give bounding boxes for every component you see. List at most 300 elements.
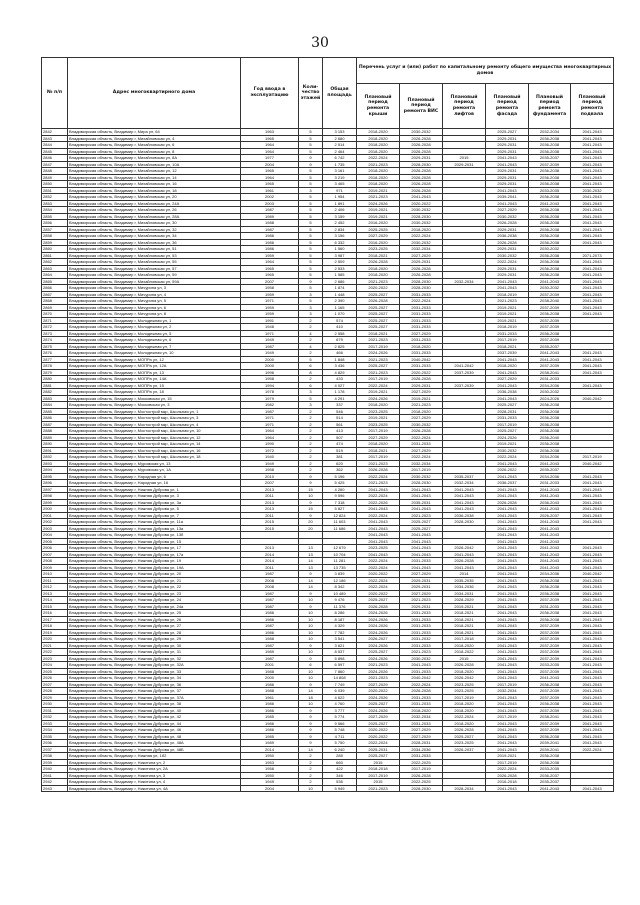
- roof-period-cell: 2022-2024: [357, 473, 400, 480]
- facade-period-cell: 2019-2021: [486, 311, 529, 318]
- basement-period-cell: 2022-2024: [571, 746, 614, 753]
- floors-cell: 5: [299, 395, 323, 402]
- total-area-cell: 679: [323, 337, 357, 344]
- facade-period-cell: 2041-2043: [486, 603, 529, 610]
- foundation-period-cell: 2034-2036: [529, 454, 571, 461]
- roof-period-cell: 2026-2027: [357, 636, 400, 643]
- total-area-cell: 8 187: [323, 616, 357, 623]
- foundation-period-cell: 2036-2038: [529, 447, 571, 454]
- basement-period-cell: 2041-2043: [571, 512, 614, 519]
- vis-period-cell: 2032-2034: [400, 714, 443, 721]
- foundation-period-cell: 2041-2043: [529, 525, 571, 532]
- year-built-cell: 1959: [241, 304, 299, 311]
- year-built-cell: 1958: [241, 467, 299, 474]
- roof-period-cell: 2022-2024: [357, 558, 400, 565]
- floors-cell: 3: [299, 304, 323, 311]
- row-number-cell: 2889: [42, 434, 68, 441]
- roof-period-cell: 2024-2026: [357, 200, 400, 207]
- vis-period-cell: 2031-2033: [400, 623, 443, 630]
- roof-period-cell: 2024-2026: [357, 642, 400, 649]
- total-area-cell: 4 760: [323, 701, 357, 708]
- foundation-period-cell: 2037-2039: [529, 291, 571, 298]
- basement-period-cell: 2041-2043: [571, 707, 614, 714]
- year-built-cell: 1986: [241, 246, 299, 253]
- vis-period-cell: 2031-2033: [400, 668, 443, 675]
- floors-cell: 9: [299, 161, 323, 168]
- address-cell: Владимирская область, Владимир г, Мостострой мкр, Школьная ул, 18: [68, 454, 241, 461]
- facade-period-cell: 2041-2043: [486, 584, 529, 591]
- vis-period-cell: 2031-2033: [400, 324, 443, 331]
- facade-period-cell: 2031-2033: [486, 330, 529, 337]
- basement-period-cell: 2041-2043: [571, 629, 614, 636]
- year-built-cell: 2000: [241, 356, 299, 363]
- total-area-cell: 12 679: [323, 545, 357, 552]
- facade-period-cell: 2022-2024: [486, 766, 529, 773]
- foundation-period-cell: 2033-2035: [529, 187, 571, 194]
- roof-period-cell: 2017-2019: [357, 428, 400, 435]
- roof-period-cell: 2018-2021: [357, 330, 400, 337]
- basement-period-cell: 2041-2043: [571, 655, 614, 662]
- roof-period-cell: 2027-2029: [357, 681, 400, 688]
- address-cell: Владимирская область, Владимир г, Нижняя Дуброва ул, 40: [68, 707, 241, 714]
- vis-period-cell: 2041-2043: [400, 493, 443, 500]
- address-cell: Владимирская область, Владимир г, Нижняя Дуброва ул, 48: [68, 733, 241, 740]
- facade-period-cell: 2025-2027: [486, 402, 529, 409]
- header-roof: Плановый период ремонта крыши: [357, 84, 400, 129]
- address-cell: Владимирская область, Владимир г, Михайловская ул, 28А: [68, 213, 241, 220]
- row-number-cell: 2907: [42, 551, 68, 558]
- roof-period-cell: 2026-2028: [357, 259, 400, 266]
- roof-period-cell: 2020-2022: [357, 590, 400, 597]
- total-area-cell: 11 686: [323, 525, 357, 532]
- address-cell: Владимирская область, Владимир г, Нижняя Дуброва ул, 17: [68, 545, 241, 552]
- row-number-cell: 2860: [42, 246, 68, 253]
- facade-period-cell: 2029-2031: [486, 168, 529, 175]
- floors-cell: 2: [299, 759, 323, 766]
- foundation-period-cell: 2036-2038: [529, 616, 571, 623]
- year-built-cell: 2010: [241, 473, 299, 480]
- row-number-cell: 2857: [42, 226, 68, 233]
- vis-period-cell: 2027-2029: [400, 733, 443, 740]
- lift-period-cell: 2018-2020: [443, 668, 486, 675]
- foundation-period-cell: 2037-2039: [529, 707, 571, 714]
- address-cell: Владимирская область, Владимир г, Михайловская ул, 24А: [68, 200, 241, 207]
- basement-period-cell: 2041-2043: [571, 649, 614, 656]
- roof-period-cell: 2022-2026: [357, 499, 400, 506]
- floors-cell: 10: [299, 675, 323, 682]
- basement-period-cell: 2041-2043: [571, 304, 614, 311]
- vis-period-cell: 2022-2025: [400, 759, 443, 766]
- vis-period-cell: 2022-2024: [400, 434, 443, 441]
- foundation-period-cell: 2030-2032: [529, 389, 571, 396]
- row-number-cell: 2904: [42, 532, 68, 539]
- floors-cell: 9: [299, 155, 323, 162]
- total-area-cell: 971: [323, 187, 357, 194]
- address-cell: Владимирская область, Владимир г, Нижняя Дуброва ул, 42: [68, 714, 241, 721]
- basement-period-cell: 2041-2043: [571, 545, 614, 552]
- row-number-cell: 2900: [42, 506, 68, 513]
- facade-period-cell: 2029-2031: [486, 148, 529, 155]
- floors-cell: 10: [299, 597, 323, 604]
- facade-period-cell: 2025-2027: [486, 129, 529, 136]
- basement-period-cell: 2041-2043: [571, 194, 614, 201]
- lift-period-cell: 2041-2043: [443, 551, 486, 558]
- floors-cell: 14: [299, 584, 323, 591]
- vis-period-cell: 2031-2033: [400, 291, 443, 298]
- row-number-cell: 2864: [42, 272, 68, 279]
- address-cell: Владимирская область, Владимир г, Народная ул, 6: [68, 473, 241, 480]
- year-built-cell: 2013: [241, 545, 299, 552]
- facade-period-cell: 2019-2021: [486, 441, 529, 448]
- roof-period-cell: 2026-2028: [357, 298, 400, 305]
- floors-cell: 5: [299, 356, 323, 363]
- foundation-period-cell: 2037-2039: [529, 363, 571, 370]
- row-number-cell: 2861: [42, 252, 68, 259]
- vis-period-cell: 2027-2029: [400, 571, 443, 578]
- vis-period-cell: 2026-2028: [400, 376, 443, 383]
- row-number-cell: 2877: [42, 356, 68, 363]
- floors-cell: 5: [299, 226, 323, 233]
- address-cell: Владимирская область, Владимир г, Михайловская ул, 34: [68, 233, 241, 240]
- total-area-cell: 10 489: [323, 590, 357, 597]
- year-built-cell: 1987: [241, 642, 299, 649]
- row-number-cell: 2876: [42, 350, 68, 357]
- address-cell: Владимирская область, Владимир г, Нижняя Дуброва ул, 13б: [68, 532, 241, 539]
- year-built-cell: 2004: [241, 161, 299, 168]
- basement-period-cell: 2041-2043: [571, 239, 614, 246]
- floors-cell: 9: [299, 720, 323, 727]
- total-area-cell: 381: [323, 454, 357, 461]
- floors-cell: 2: [299, 467, 323, 474]
- floors-cell: 10: [299, 785, 323, 792]
- total-area-cell: 12 824: [323, 512, 357, 519]
- vis-period-cell: 2025-2027: [400, 525, 443, 532]
- roof-period-cell: 2024-2026: [357, 694, 400, 701]
- year-built-cell: 1987: [241, 226, 299, 233]
- total-area-cell: 5 196: [323, 473, 357, 480]
- total-area-cell: 2 825: [323, 343, 357, 350]
- address-cell: Владимирская область, Владимир г, Нижняя Дуброва ул, 38: [68, 701, 241, 708]
- vis-period-cell: 2041-2043: [400, 194, 443, 201]
- roof-period-cell: 2021-2023: [357, 480, 400, 487]
- lift-period-cell: 2041-2043: [443, 506, 486, 513]
- floors-cell: 10: [299, 636, 323, 643]
- year-built-cell: 1949: [241, 350, 299, 357]
- roof-period-cell: 2041-2043: [357, 525, 400, 532]
- roof-period-cell: 2021-2023: [357, 194, 400, 201]
- address-cell: Владимирская область, Владимир г, Михайловская ул, 55: [68, 259, 241, 266]
- total-area-cell: 337: [323, 402, 357, 409]
- foundation-period-cell: 2037-2039: [529, 324, 571, 331]
- basement-period-cell: 2041-2043: [571, 558, 614, 565]
- vis-period-cell: 2031-2033: [400, 616, 443, 623]
- facade-period-cell: 2041-2043: [486, 571, 529, 578]
- year-built-cell: 1961: [241, 694, 299, 701]
- row-number-cell: 2901: [42, 512, 68, 519]
- total-area-cell: 3 777: [323, 707, 357, 714]
- table-header: [42, 58, 614, 129]
- row-number-cell: 2924: [42, 662, 68, 669]
- basement-period-cell: 2041-2043: [571, 265, 614, 272]
- address-cell: Владимирская область, Владимир г, Мостострой мкр, Школьная ул, 12: [68, 434, 241, 441]
- roof-period-cell: 2024-2026: [357, 655, 400, 662]
- lift-period-cell: 2018-2021: [443, 623, 486, 630]
- vis-period-cell: 2018-2020: [400, 707, 443, 714]
- facade-period-cell: 2016-2018: [486, 779, 529, 786]
- floors-cell: 2: [299, 454, 323, 461]
- vis-period-cell: 2031-2033: [400, 694, 443, 701]
- total-area-cell: 2 533: [323, 265, 357, 272]
- basement-period-cell: 2041-2043: [571, 142, 614, 149]
- roof-period-cell: 2021-2023: [357, 278, 400, 285]
- floors-cell: 20: [299, 525, 323, 532]
- row-number-cell: 2903: [42, 525, 68, 532]
- total-area-cell: 1 891: [323, 200, 357, 207]
- basement-period-cell: 2041-2043: [571, 473, 614, 480]
- address-cell: Владимирская область, Владимир г, Михайловская ул, 12: [68, 168, 241, 175]
- lift-period-cell: 2032-2034: [443, 480, 486, 487]
- address-cell: Владимирская область, Владимир г, Мостострой мкр, Школьная ул, 16: [68, 447, 241, 454]
- vis-period-cell: 2031-2033: [400, 363, 443, 370]
- floors-cell: 13: [299, 551, 323, 558]
- year-built-cell: 1972: [241, 447, 299, 454]
- facade-period-cell: 2019-2021: [486, 753, 529, 760]
- vis-period-cell: 2017-2019: [400, 766, 443, 773]
- year-built-cell: 1964: [241, 434, 299, 441]
- address-cell: Владимирская область, Владимир г, Михайловская ул, 8А: [68, 155, 241, 162]
- basement-period-cell: 2041-2043: [571, 369, 614, 376]
- facade-period-cell: 2026-2028: [486, 220, 529, 227]
- foundation-period-cell: 2034-2036: [529, 382, 571, 389]
- basement-period-cell: 2041-2043: [571, 200, 614, 207]
- vis-period-cell: 2022-2024: [400, 454, 443, 461]
- foundation-period-cell: 2036-2038: [529, 428, 571, 435]
- total-area-cell: 1 585: [323, 272, 357, 279]
- total-area-cell: 7 782: [323, 629, 357, 636]
- address-cell: Владимирская область, Владимир г, Нижняя Дуброва ул, 3: [68, 493, 241, 500]
- year-built-cell: 1949: [241, 337, 299, 344]
- foundation-period-cell: 2036-2038: [529, 590, 571, 597]
- year-built-cell: 1989: [241, 213, 299, 220]
- row-number-cell: 2941: [42, 772, 68, 779]
- facade-period-cell: 2029-2031: [486, 272, 529, 279]
- total-area-cell: 2 390: [323, 298, 357, 305]
- row-number-cell: 2856: [42, 220, 68, 227]
- year-built-cell: 1988: [241, 636, 299, 643]
- foundation-period-cell: 2041-2043: [529, 493, 571, 500]
- floors-cell: 10: [299, 493, 323, 500]
- floors-cell: 10: [299, 629, 323, 636]
- year-built-cell: 2015: [241, 525, 299, 532]
- year-built-cell: 1964: [241, 174, 299, 181]
- vis-period-cell: 2021-2023: [400, 649, 443, 656]
- row-number-cell: 2865: [42, 278, 68, 285]
- year-built-cell: 2014: [241, 746, 299, 753]
- facade-period-cell: 2041-2043: [486, 187, 529, 194]
- foundation-period-cell: 2041-2043: [529, 675, 571, 682]
- address-cell: Владимирская область, Владимир г, Никитина ул, 2А: [68, 766, 241, 773]
- roof-period-cell: 2025-2027: [357, 701, 400, 708]
- year-built-cell: 1988: [241, 688, 299, 695]
- foundation-period-cell: 2036-2038: [529, 174, 571, 181]
- address-cell: Владимирская область, Владимир г, Молодежная ул, 2: [68, 324, 241, 331]
- total-area-cell: 6 597: [323, 662, 357, 669]
- vis-period-cell: 2026-2028: [400, 428, 443, 435]
- row-number-cell: 2913: [42, 590, 68, 597]
- floors-cell: 9: [299, 681, 323, 688]
- lift-period-cell: 2026-2028: [443, 558, 486, 565]
- roof-period-cell: 2022-2024: [357, 740, 400, 747]
- year-built-cell: 1958: [241, 766, 299, 773]
- vis-period-cell: 2029-2031: [400, 603, 443, 610]
- year-built-cell: 1994: [241, 382, 299, 389]
- basement-period-cell: 2041-2043: [571, 662, 614, 669]
- floors-cell: 9: [299, 480, 323, 487]
- floors-cell: 8: [299, 369, 323, 376]
- year-built-cell: 1971: [241, 330, 299, 337]
- foundation-period-cell: 2036-2038: [529, 226, 571, 233]
- floors-cell: 13: [299, 545, 323, 552]
- address-cell: Владимирская область, Владимир г, Нижняя Дуброва ул, 48Б: [68, 746, 241, 753]
- foundation-period-cell: 2041-2043: [529, 486, 571, 493]
- row-number-cell: 2882: [42, 389, 68, 396]
- total-area-cell: 4 260: [323, 486, 357, 493]
- address-cell: Владимирская область, Владимир г, Нижняя Дуброва ул, 17а: [68, 551, 241, 558]
- year-built-cell: 1959: [241, 291, 299, 298]
- row-number-cell: 2867: [42, 291, 68, 298]
- floors-cell: 6: [299, 662, 323, 669]
- address-cell: Владимирская область, Владимир г, Михайловская ул, 26: [68, 207, 241, 214]
- foundation-period-cell: 2035-2037: [529, 467, 571, 474]
- facade-period-cell: 2030-2032: [486, 447, 529, 454]
- basement-period-cell: 2041-2043: [571, 668, 614, 675]
- facade-period-cell: 2041-2043: [486, 675, 529, 682]
- address-cell: Владимирская область, Владимир г, Мостострой мкр, Школьная ул, 14: [68, 441, 241, 448]
- roof-period-cell: 2021-2023: [357, 662, 400, 669]
- year-built-cell: 1987: [241, 597, 299, 604]
- facade-period-cell: 2041-2043: [486, 616, 529, 623]
- facade-period-cell: 2030-2032: [486, 252, 529, 259]
- address-cell: Владимирская область, Владимир г, Мичурина ул, 6: [68, 304, 241, 311]
- foundation-period-cell: 2036-2038: [529, 272, 571, 279]
- vis-period-cell: 2030-2032: [400, 129, 443, 136]
- address-cell: Владимирская область, Владимир г, Нижняя Дуброва ул, 30: [68, 642, 241, 649]
- address-cell: Владимирская область, Владимир г, Нижняя Дуброва ул, 24а: [68, 603, 241, 610]
- total-area-cell: 6 742: [323, 155, 357, 162]
- address-cell: Владимирская область, Владимир г, Михайловская ул, 10А: [68, 161, 241, 168]
- total-area-cell: 5 949: [323, 785, 357, 792]
- roof-period-cell: 2027-2029: [357, 434, 400, 441]
- total-area-cell: 413: [323, 428, 357, 435]
- year-built-cell: 1986: [241, 681, 299, 688]
- roof-period-cell: 2019-2021: [357, 389, 400, 396]
- facade-period-cell: 2041-2043: [486, 629, 529, 636]
- year-built-cell: 1986: [241, 610, 299, 617]
- basement-period-cell: 2041-2043: [571, 701, 614, 708]
- floors-cell: 3: [299, 389, 323, 396]
- address-cell: Владимирская область, Владимир г, Нижняя Дуброва ул, 28: [68, 629, 241, 636]
- address-cell: Владимирская область, Владимир г, Нижняя Дуброва ул, 19А: [68, 564, 241, 571]
- year-built-cell: 1961: [241, 187, 299, 194]
- row-number-cell: 2854: [42, 207, 68, 214]
- vis-period-cell: 2021-2023: [400, 402, 443, 409]
- address-cell: Владимирская область, Владимир г, Нижняя Дуброва ул, 25: [68, 610, 241, 617]
- lift-period-cell: 2017-2019: [443, 694, 486, 701]
- total-area-cell: 1 070: [323, 311, 357, 318]
- facade-period-cell: 2018-2019: [486, 324, 529, 331]
- foundation-period-cell: 2037-2039: [529, 636, 571, 643]
- vis-period-cell: 2031-2033: [400, 753, 443, 760]
- basement-period-cell: 2041-2043: [571, 727, 614, 734]
- address-cell: Владимирская область, Владимир г, Народная ул, 16: [68, 480, 241, 487]
- total-area-cell: 7 860: [323, 668, 357, 675]
- vis-period-cell: 2025-2027: [400, 519, 443, 526]
- basement-period-cell: 2041-2043: [571, 499, 614, 506]
- row-number-cell: 2868: [42, 298, 68, 305]
- floors-cell: 5: [299, 298, 323, 305]
- row-number-cell: 2899: [42, 499, 68, 506]
- page-number: 30: [311, 35, 329, 51]
- lift-period-cell: 2028-2029: [443, 597, 486, 604]
- lift-period-cell: 2018-2021: [443, 616, 486, 623]
- total-area-cell: 2 834: [323, 226, 357, 233]
- foundation-period-cell: 2037-2039: [529, 597, 571, 604]
- floors-cell: 9: [299, 707, 323, 714]
- floors-cell: 9: [299, 278, 323, 285]
- address-cell: Владимирская область, Владимир г, Нижняя Дуброва ул, 5: [68, 506, 241, 513]
- year-built-cell: 2008: [241, 584, 299, 591]
- capital-repair-table: [41, 57, 614, 792]
- foundation-period-cell: 2036-2038: [529, 168, 571, 175]
- total-area-cell: 8 286: [323, 610, 357, 617]
- address-cell: Владимирская область, Владимир г, Нижняя Дуброва ул, 11а: [68, 519, 241, 526]
- foundation-period-cell: 2036-2038: [529, 239, 571, 246]
- address-cell: Владимирская область, Владимир г, Нижняя ул, 1б2: [68, 753, 241, 760]
- year-built-cell: 2001: [241, 662, 299, 669]
- header-vis: Плановый период ремонта ВИС: [400, 84, 443, 129]
- row-number-cell: 2921: [42, 642, 68, 649]
- total-area-cell: 574: [323, 317, 357, 324]
- foundation-period-cell: 2036-2038: [529, 265, 571, 272]
- row-number-cell: 2896: [42, 480, 68, 487]
- foundation-period-cell: 2036-2038: [529, 584, 571, 591]
- total-area-cell: 1 165: [323, 304, 357, 311]
- facade-period-cell: 2027-2029: [486, 207, 529, 214]
- facade-period-cell: 2021-2023: [486, 298, 529, 305]
- total-area-cell: 2 509: [323, 259, 357, 266]
- row-number-cell: 2929: [42, 694, 68, 701]
- address-cell: Владимирская область, Владимир г, Молодежная ул, 7: [68, 343, 241, 350]
- vis-period-cell: 2031-2033: [400, 720, 443, 727]
- total-area-cell: 6 039: [323, 688, 357, 695]
- row-number-cell: 2888: [42, 428, 68, 435]
- floors-cell: 3: [299, 311, 323, 318]
- row-number-cell: 2897: [42, 486, 68, 493]
- total-area-cell: 3 159: [323, 213, 357, 220]
- total-area-cell: 10 704: [323, 551, 357, 558]
- lift-period-cell: 2034-2036: [443, 584, 486, 591]
- foundation-period-cell: 2037-2039: [529, 655, 571, 662]
- roof-period-cell: 2018-2020: [357, 272, 400, 279]
- address-cell: Владимирская область, Владимир г, МОПРа ул, 12: [68, 356, 241, 363]
- floors-cell: 9: [299, 714, 323, 721]
- roof-period-cell: 2041-2043: [357, 538, 400, 545]
- address-cell: Владимирская область, Владимир г, Нижняя Дуброва ул, 22: [68, 584, 241, 591]
- year-built-cell: 1953: [241, 759, 299, 766]
- vis-period-cell: 2041-2043: [400, 545, 443, 552]
- vis-period-cell: 2021-2023: [400, 512, 443, 519]
- total-area-cell: 546: [323, 408, 357, 415]
